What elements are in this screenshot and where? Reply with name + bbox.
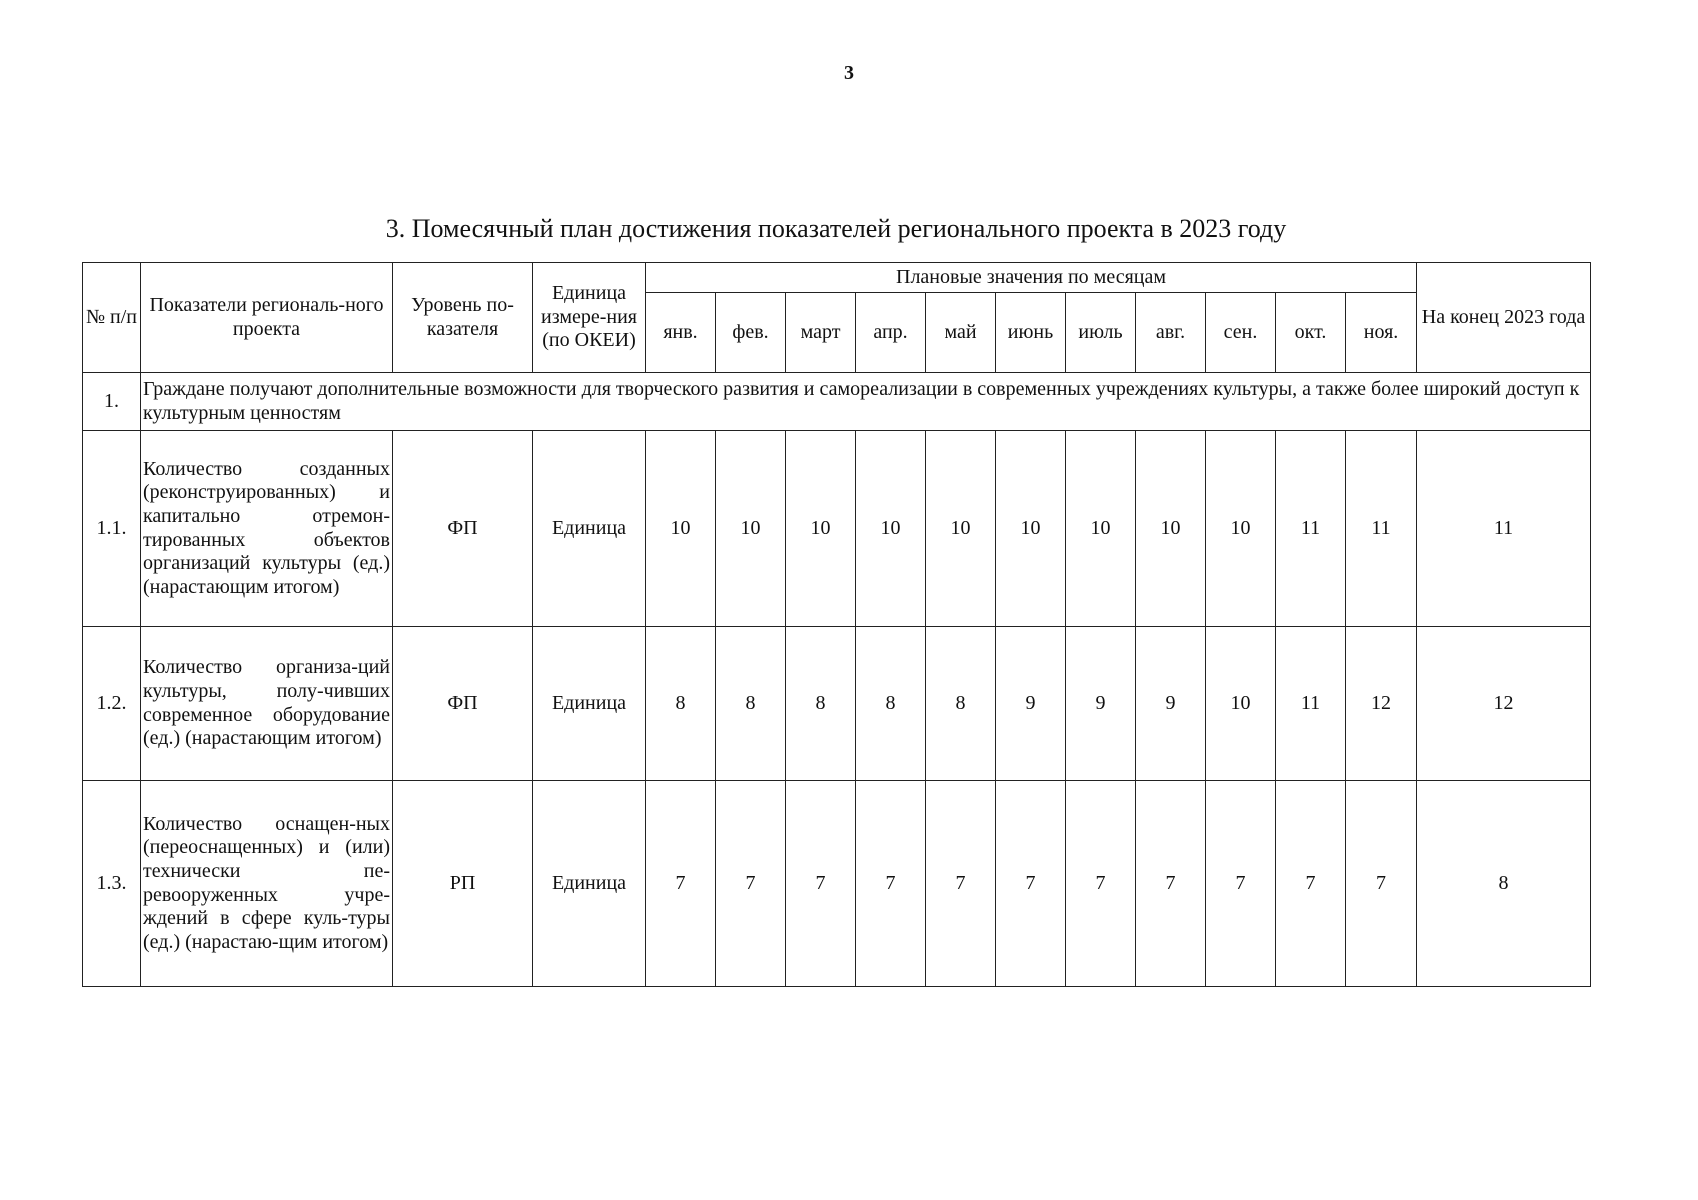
end-of-year-value: 11 <box>1417 431 1591 627</box>
month-value: 10 <box>716 431 786 627</box>
section-num: 1. <box>83 373 141 431</box>
month-value: 10 <box>1136 431 1206 627</box>
header-indicator: Показатели региональ-ного проекта <box>141 263 393 373</box>
row-num: 1.3. <box>83 781 141 987</box>
month-value: 10 <box>996 431 1066 627</box>
section-text: Граждане получают дополнительные возможности для творческого развития и самореализации в современных учреждениях культуры, а также более широкий доступ к культурным ценностям <box>141 373 1591 431</box>
row-level: ФП <box>393 627 533 781</box>
month-value: 10 <box>926 431 996 627</box>
row-level: ФП <box>393 431 533 627</box>
page-number: 3 <box>844 62 854 84</box>
header-month: фев. <box>716 293 786 373</box>
header-num: № п/п <box>83 263 141 373</box>
row-unit: Единица <box>533 431 646 627</box>
row-level: РП <box>393 781 533 987</box>
row-num: 1.1. <box>83 431 141 627</box>
row-unit: Единица <box>533 781 646 987</box>
table-row <box>83 781 1591 987</box>
month-value: 7 <box>996 781 1066 987</box>
month-value: 8 <box>786 627 856 781</box>
month-value: 10 <box>1206 627 1276 781</box>
table-row <box>83 431 1591 627</box>
header-month: март <box>786 293 856 373</box>
header-month: апр. <box>856 293 926 373</box>
end-of-year-value: 8 <box>1417 781 1591 987</box>
month-value: 9 <box>1066 627 1136 781</box>
month-value: 9 <box>1136 627 1206 781</box>
table-row <box>83 627 1591 781</box>
month-value: 7 <box>1206 781 1276 987</box>
monthly-plan-table <box>82 262 1591 987</box>
section-row <box>83 373 1591 431</box>
document-title: 3. Помесячный план достижения показателей регионального проекта в 2023 году <box>385 214 1287 243</box>
month-value: 8 <box>716 627 786 781</box>
header-month: авг. <box>1136 293 1206 373</box>
month-value: 7 <box>1346 781 1417 987</box>
month-value: 11 <box>1346 431 1417 627</box>
month-value: 10 <box>1066 431 1136 627</box>
month-value: 7 <box>786 781 856 987</box>
row-indicator: Количество организа-ций культуры, полу-чивших современное оборудование (ед.) (нарастающим итогом) <box>141 627 393 781</box>
header-monthly-group: Плановые значения по месяцам <box>646 263 1417 293</box>
month-value: 11 <box>1276 431 1346 627</box>
month-value: 8 <box>926 627 996 781</box>
header-month: сен. <box>1206 293 1276 373</box>
header-month: июнь <box>996 293 1066 373</box>
header-month: окт. <box>1276 293 1346 373</box>
header-month: май <box>926 293 996 373</box>
month-value: 11 <box>1276 627 1346 781</box>
month-value: 7 <box>1136 781 1206 987</box>
month-value: 8 <box>646 627 716 781</box>
header-month: янв. <box>646 293 716 373</box>
month-value: 7 <box>1066 781 1136 987</box>
month-value: 7 <box>856 781 926 987</box>
month-value: 7 <box>716 781 786 987</box>
header-level: Уровень по-казателя <box>393 263 533 373</box>
month-value: 10 <box>786 431 856 627</box>
header-end-of-year: На конец 2023 года <box>1417 263 1591 373</box>
header-month: ноя. <box>1346 293 1417 373</box>
row-unit: Единица <box>533 627 646 781</box>
header-unit: Единица измере-ния (по ОКЕИ) <box>533 263 646 373</box>
month-value: 10 <box>1206 431 1276 627</box>
header-month: июль <box>1066 293 1136 373</box>
month-value: 12 <box>1346 627 1417 781</box>
end-of-year-value: 12 <box>1417 627 1591 781</box>
month-value: 9 <box>996 627 1066 781</box>
row-indicator: Количество созданных (реконструированных) и капитально отремон-тированных объектов организаций культуры (ед.) (нарастающим итогом) <box>141 431 393 627</box>
row-num: 1.2. <box>83 627 141 781</box>
month-value: 7 <box>1276 781 1346 987</box>
month-value: 7 <box>926 781 996 987</box>
month-value: 8 <box>856 627 926 781</box>
month-value: 7 <box>646 781 716 987</box>
row-indicator: Количество оснащен-ных (переоснащенных) и (или) технически пе-ревооруженных учре-ждений в сфере куль-туры (ед.) (нарастаю-щим итогом) <box>141 781 393 987</box>
month-value: 10 <box>646 431 716 627</box>
month-value: 10 <box>856 431 926 627</box>
